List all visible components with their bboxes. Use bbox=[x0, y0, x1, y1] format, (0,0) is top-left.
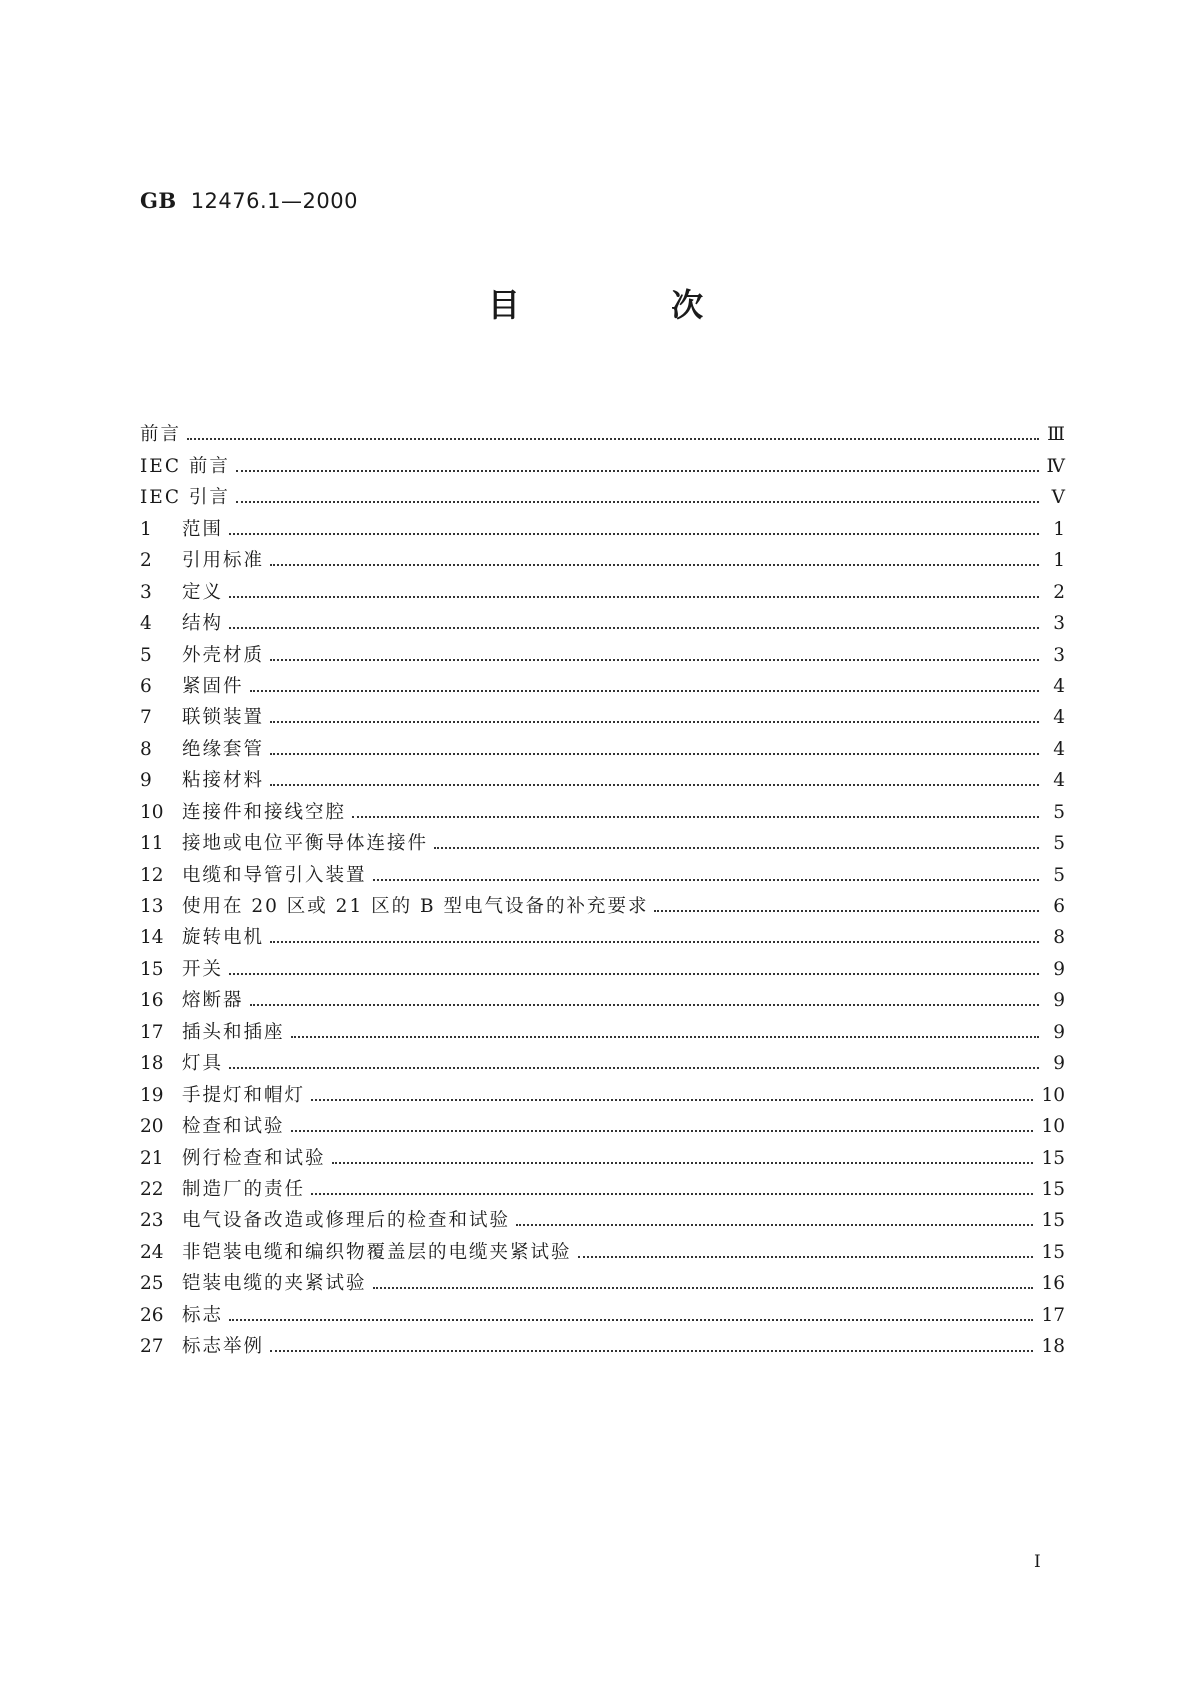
toc-entry-number: 11 bbox=[140, 833, 164, 855]
toc-leader-dots bbox=[270, 721, 1039, 723]
toc-entry-title: 电缆和导管引入装置 bbox=[182, 864, 367, 886]
toc-entry-number: 24 bbox=[140, 1241, 164, 1263]
toc-entry-number: 2 bbox=[140, 550, 152, 572]
toc-entry[interactable] bbox=[140, 479, 1065, 510]
toc-leader-dots bbox=[229, 1319, 1033, 1321]
toc-leader-dots bbox=[311, 1193, 1033, 1195]
toc-entry-title: 熔断器 bbox=[182, 990, 244, 1012]
toc-entry-number: 25 bbox=[140, 1273, 164, 1295]
toc-entry-number: 5 bbox=[140, 644, 152, 666]
toc-entry-number: 7 bbox=[140, 707, 152, 729]
toc-entry-page: 4 bbox=[1053, 770, 1065, 792]
toc-entry-number: 15 bbox=[140, 958, 164, 980]
toc-entry-page: 15 bbox=[1041, 1178, 1065, 1200]
toc-entry-number: 23 bbox=[140, 1210, 164, 1232]
toc-entry-title: 粘接材料 bbox=[182, 770, 265, 792]
toc-leader-dots bbox=[270, 564, 1039, 566]
toc-entry-number: 19 bbox=[140, 1084, 164, 1106]
toc-entry[interactable] bbox=[140, 825, 1065, 856]
toc-entry[interactable] bbox=[140, 919, 1065, 950]
toc-entry[interactable] bbox=[140, 1139, 1065, 1170]
toc-entry[interactable] bbox=[140, 1171, 1065, 1202]
toc-entry-title: 外壳材质 bbox=[182, 644, 265, 666]
toc-entry-number: 1 bbox=[140, 518, 152, 540]
toc-leader-dots bbox=[236, 501, 1039, 503]
toc-entry-number: 3 bbox=[140, 581, 152, 603]
toc-entry-page: 5 bbox=[1053, 801, 1065, 823]
toc-entry-page: 4 bbox=[1053, 675, 1065, 697]
toc-entry[interactable] bbox=[140, 1233, 1065, 1264]
toc-entry[interactable] bbox=[140, 1076, 1065, 1107]
toc-entry-page: 16 bbox=[1041, 1273, 1065, 1295]
toc-entry-title: 手提灯和帽灯 bbox=[182, 1084, 306, 1106]
toc-leader-dots bbox=[270, 784, 1039, 786]
toc-entry-title: 结构 bbox=[182, 613, 224, 635]
toc-entry[interactable] bbox=[140, 1202, 1065, 1233]
toc-entry-page: 3 bbox=[1053, 613, 1065, 635]
toc-leader-dots bbox=[654, 910, 1039, 912]
toc-entry-number: 10 bbox=[140, 801, 164, 823]
toc-entry-title: 检查和试验 bbox=[182, 1116, 285, 1138]
toc-entry-title: 连接件和接线空腔 bbox=[182, 801, 347, 823]
standard-header bbox=[140, 188, 358, 213]
toc-entry[interactable] bbox=[140, 636, 1065, 667]
toc-entry-page: 2 bbox=[1053, 581, 1065, 603]
toc-leader-dots bbox=[236, 470, 1039, 472]
toc-leader-dots bbox=[270, 753, 1039, 755]
toc-entry[interactable] bbox=[140, 1265, 1065, 1296]
toc-entry-page: 4 bbox=[1053, 738, 1065, 760]
toc-leader-dots bbox=[373, 879, 1039, 881]
toc-entry-page: 4 bbox=[1053, 707, 1065, 729]
toc-entry[interactable] bbox=[140, 982, 1065, 1013]
toc-entry-page: 9 bbox=[1053, 990, 1065, 1012]
toc-leader-dots bbox=[270, 941, 1039, 943]
toc-leader-dots bbox=[270, 1350, 1033, 1352]
standard-prefix: GB bbox=[140, 188, 177, 213]
toc-entry-page: 5 bbox=[1053, 833, 1065, 855]
toc-entry-page: 5 bbox=[1053, 864, 1065, 886]
toc-entry-page: 9 bbox=[1053, 1053, 1065, 1075]
toc-leader-dots bbox=[311, 1099, 1033, 1101]
table-of-contents bbox=[140, 416, 1065, 1359]
toc-leader-dots bbox=[578, 1256, 1034, 1258]
toc-entry-number: 9 bbox=[140, 770, 152, 792]
toc-entry-number: 14 bbox=[140, 927, 164, 949]
toc-leader-dots bbox=[229, 533, 1039, 535]
toc-entry[interactable] bbox=[140, 1296, 1065, 1327]
toc-entry-number: 18 bbox=[140, 1053, 164, 1075]
toc-leader-dots bbox=[250, 1004, 1039, 1006]
toc-leader-dots bbox=[187, 438, 1039, 440]
toc-leader-dots bbox=[229, 627, 1039, 629]
toc-entry[interactable] bbox=[140, 730, 1065, 761]
toc-leader-dots bbox=[352, 816, 1039, 818]
toc-leader-dots bbox=[373, 1287, 1034, 1289]
toc-entry[interactable] bbox=[140, 1045, 1065, 1076]
toc-entry-number: 21 bbox=[140, 1147, 164, 1169]
toc-entry-number: 16 bbox=[140, 990, 164, 1012]
toc-entry-title: 范围 bbox=[182, 518, 224, 540]
toc-entry-number: 17 bbox=[140, 1021, 164, 1043]
toc-entry-page: 1 bbox=[1053, 518, 1065, 540]
toc-entry-page: 6 bbox=[1053, 896, 1065, 917]
toc-entry-title: 电气设备改造或修理后的检查和试验 bbox=[182, 1210, 511, 1232]
toc-entry[interactable] bbox=[140, 668, 1065, 699]
toc-entry-title: 开关 bbox=[182, 958, 224, 980]
toc-entry-title: 前言 bbox=[140, 424, 182, 446]
toc-entry[interactable] bbox=[140, 1328, 1065, 1359]
toc-entry-page: 8 bbox=[1053, 927, 1065, 949]
toc-entry[interactable] bbox=[140, 1013, 1065, 1044]
toc-entry-title: 使用在 20 区或 21 区的 B 型电气设备的补充要求 bbox=[182, 896, 649, 917]
toc-entry-number: 26 bbox=[140, 1304, 164, 1326]
toc-entry-title: 例行检查和试验 bbox=[182, 1147, 326, 1169]
toc-entry[interactable] bbox=[140, 699, 1065, 730]
toc-entry-page: 9 bbox=[1053, 1021, 1065, 1043]
toc-entry-page: 18 bbox=[1041, 1336, 1065, 1358]
toc-entry-title: IEC 引言 bbox=[140, 487, 230, 509]
toc-entry-title: 非铠装电缆和编织物覆盖层的电缆夹紧试验 bbox=[182, 1241, 572, 1263]
toc-entry-title: 灯具 bbox=[182, 1053, 224, 1075]
toc-entry-title: 标志 bbox=[182, 1304, 224, 1326]
toc-leader-dots bbox=[516, 1224, 1033, 1226]
toc-entry-page: 15 bbox=[1041, 1147, 1065, 1169]
toc-entry-number: 12 bbox=[140, 864, 164, 886]
toc-entry-page: 15 bbox=[1041, 1241, 1065, 1263]
toc-entry-number: 20 bbox=[140, 1116, 164, 1138]
toc-leader-dots bbox=[229, 1067, 1039, 1069]
toc-entry-page: 15 bbox=[1041, 1210, 1065, 1232]
toc-entry-title: 绝缘套管 bbox=[182, 738, 265, 760]
toc-entry-number: 22 bbox=[140, 1178, 164, 1200]
toc-entry-page: 3 bbox=[1053, 644, 1065, 666]
toc-entry[interactable] bbox=[140, 888, 1065, 919]
toc-entry[interactable] bbox=[140, 510, 1065, 541]
toc-entry-page: 17 bbox=[1041, 1304, 1065, 1326]
toc-entry-title: IEC 前言 bbox=[140, 455, 230, 477]
toc-entry-title: 接地或电位平衡导体连接件 bbox=[182, 833, 429, 855]
toc-entry-page: Ⅲ bbox=[1047, 424, 1065, 446]
toc-entry-title: 定义 bbox=[182, 581, 224, 603]
toc-entry-title: 插头和插座 bbox=[182, 1021, 285, 1043]
toc-entry[interactable] bbox=[140, 605, 1065, 636]
toc-entry-number: 8 bbox=[140, 738, 152, 760]
toc-leader-dots bbox=[270, 659, 1039, 661]
toc-entry[interactable] bbox=[140, 1108, 1065, 1139]
toc-entry-title: 铠装电缆的夹紧试验 bbox=[182, 1273, 367, 1295]
toc-leader-dots bbox=[434, 847, 1039, 849]
toc-entry[interactable] bbox=[140, 762, 1065, 793]
toc-entry-page: Ⅳ bbox=[1046, 455, 1065, 477]
toc-leader-dots bbox=[332, 1162, 1034, 1164]
toc-entry[interactable] bbox=[140, 416, 1065, 447]
toc-entry-title: 旋转电机 bbox=[182, 927, 265, 949]
toc-entry-title: 制造厂的责任 bbox=[182, 1178, 306, 1200]
toc-leader-dots bbox=[291, 1036, 1039, 1038]
toc-entry-title: 引用标准 bbox=[182, 550, 265, 572]
toc-entry-page: 9 bbox=[1053, 958, 1065, 980]
toc-entry-number: 4 bbox=[140, 613, 152, 635]
toc-entry-page: Ⅴ bbox=[1051, 487, 1065, 509]
toc-leader-dots bbox=[229, 973, 1039, 975]
toc-entry-page: 1 bbox=[1053, 550, 1065, 572]
toc-leader-dots bbox=[250, 690, 1039, 692]
toc-entry[interactable] bbox=[140, 447, 1065, 478]
toc-entry[interactable] bbox=[140, 856, 1065, 887]
toc-entry-title: 联锁装置 bbox=[182, 707, 265, 729]
standard-number: 12476.1—2000 bbox=[190, 189, 358, 213]
toc-entry-number: 6 bbox=[140, 675, 152, 697]
toc-leader-dots bbox=[229, 596, 1039, 598]
toc-entry-title: 紧固件 bbox=[182, 675, 244, 697]
toc-entry[interactable] bbox=[140, 950, 1065, 981]
toc-leader-dots bbox=[291, 1130, 1034, 1132]
toc-entry-number: 13 bbox=[140, 896, 164, 917]
toc-title: 目 次 bbox=[487, 286, 774, 324]
toc-entry-title: 标志举例 bbox=[182, 1336, 265, 1358]
toc-entry[interactable] bbox=[140, 542, 1065, 573]
toc-entry-page: 10 bbox=[1041, 1084, 1065, 1106]
toc-entry[interactable] bbox=[140, 573, 1065, 604]
toc-entry[interactable] bbox=[140, 793, 1065, 824]
toc-entry-page: 10 bbox=[1041, 1116, 1065, 1138]
toc-entry-number: 27 bbox=[140, 1336, 164, 1358]
page-number: I bbox=[1034, 1552, 1041, 1572]
